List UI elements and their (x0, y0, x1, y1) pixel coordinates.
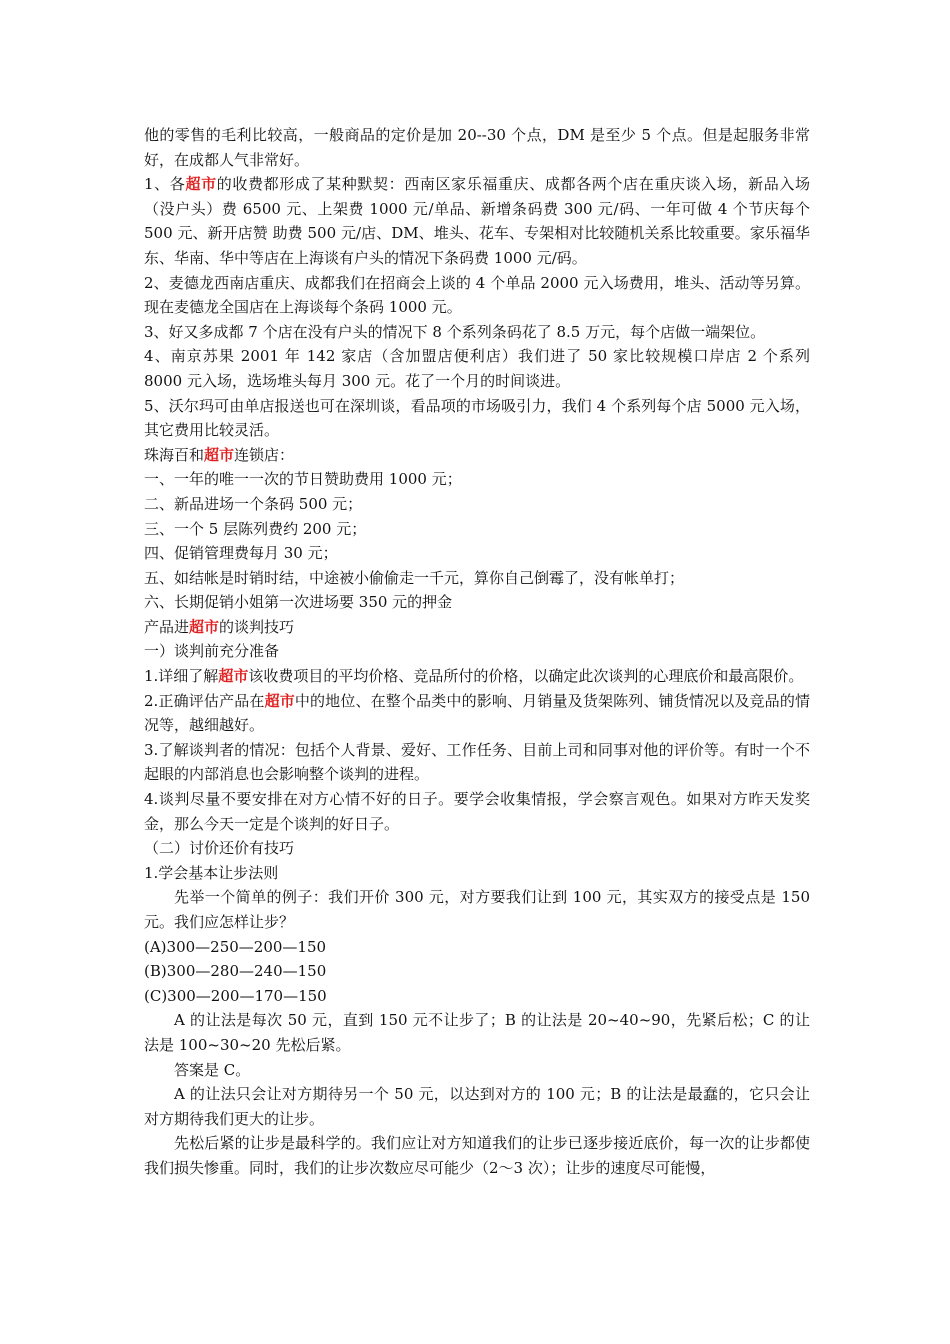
paragraph-text: A 的让法是每次 50 元，直到 150 元不让步了；B 的让法是 20~40~90，先紧后松；C 的让法是 100~30~20 先松后紧。 (144, 1011, 810, 1054)
paragraph-text: 的收费都形成了某种默契：西南区家乐福重庆、成都各两个店在重庆谈入场，新品入场（没户头）费 6500 元、上架费 1000 元/单品、新增条码费 300 元/码、一年可做 4 个节庆每个 500 元、新开店赞 助费 500 元/店、DM、堆头、花车、专架相对比较随机关系比较重要。家乐福华东、华南、华中等店在上海谈有户头的情况下条码费 1000 元/码。 (144, 175, 810, 267)
paragraph-text: 五、如结帐是时销时结，中途被小偷偷走一千元，算你自己倒霉了，没有帐单打； (144, 568, 685, 587)
paragraph-text: 1、各 (144, 175, 186, 194)
paragraph-text: 珠海百和 (144, 445, 205, 464)
body-paragraph (144, 566, 810, 591)
highlighted-keyword: 超市 (218, 667, 249, 686)
body-paragraph (144, 615, 810, 640)
body-paragraph (144, 492, 810, 517)
highlighted-keyword: 超市 (185, 175, 217, 194)
paragraph-text: (A)300—250—200—150 (144, 937, 327, 956)
body-paragraph (144, 271, 810, 320)
paragraph-text: （二）讨价还价有技巧 (144, 839, 295, 858)
paragraph-text: 连锁店： (234, 445, 295, 464)
paragraph-text: 四、促销管理费每月 30 元； (144, 544, 338, 563)
paragraph-text: 4、南京苏果 2001 年 142 家店（含加盟店便利店）我们进了 50 家比较规模口岸店 2 个系列 8000 元入场，选场堆头每月 300 元。花了一个月的时间谈进。 (144, 347, 810, 390)
body-paragraph (144, 1131, 810, 1180)
paragraph-text: 1.学会基本让步法则 (144, 863, 279, 882)
body-paragraph (144, 1008, 810, 1057)
body-paragraph (144, 664, 810, 689)
body-paragraph (144, 1082, 810, 1131)
body-paragraph (144, 787, 810, 836)
paragraph-text: 二、新品进场一个条码 500 元； (144, 494, 363, 513)
body-paragraph (144, 467, 810, 492)
body-paragraph (144, 959, 810, 984)
body-paragraph (144, 639, 810, 664)
paragraph-text: 答案是 C。 (174, 1060, 251, 1079)
highlighted-keyword: 超市 (189, 617, 220, 636)
paragraph-text: 该收费项目的平均价格、竞品所付的价格，以确定此次谈判的心理底价和最高限价。 (248, 667, 804, 686)
paragraph-text: 4.谈判尽量不要安排在对方心情不好的日子。要学会收集情报，学会察言观色。如果对方昨天发奖金，那么今天一定是个谈判的好日子。 (144, 790, 810, 833)
paragraph-text: 5、沃尔玛可由单店报送也可在深圳谈，看品项的市场吸引力，我们 4 个系列每个店 5000 元入场，其它费用比较灵活。 (144, 396, 810, 440)
paragraph-text: 六、长期促销小姐第一次进场要 350 元的押金 (144, 593, 453, 612)
paragraph-text: 中的地位、在整个品类中的影响、月销量及货架陈列、铺货情况以及竞品的情况等，越细越好。 (144, 691, 810, 735)
paragraph-text: 2.正确评估产品在 (144, 691, 265, 710)
paragraph-text: 产品进 (144, 617, 190, 636)
paragraph-text: 三、一个 5 层陈列费约 200 元； (144, 519, 367, 538)
paragraph-text: 一、一年的唯一一次的节日赞助费用 1000 元； (144, 470, 462, 489)
paragraph-text: 的谈判技巧 (219, 617, 295, 636)
body-paragraph (144, 885, 810, 934)
body-paragraph (144, 689, 810, 738)
body-paragraph (144, 394, 810, 443)
body-paragraph (144, 320, 810, 345)
body-paragraph (144, 443, 810, 468)
body-paragraph (144, 836, 810, 861)
body-paragraph (144, 861, 810, 886)
paragraph-text: 先松后紧的让步是最科学的。我们应让对方知道我们的让步已逐步接近底价，每一次的让步都使我们损失惨重。同时，我们的让步次数应尽可能少（2～3 次）；让步的速度尽可能慢， (144, 1134, 810, 1177)
paragraph-text: 1.详细了解 (144, 667, 219, 686)
body-paragraph (144, 984, 810, 1009)
body-paragraph (144, 123, 810, 172)
paragraph-text: 2、麦德龙西南店重庆、成都我们在招商会上谈的 4 个单品 2000 元入场费用，堆头、活动等另算。现在麦德龙全国店在上海谈每个条码 1000 元。 (144, 273, 810, 317)
paragraph-text: 他的零售的毛利比较高，一般商品的定价是加 20--30 个点，DM 是至少 5 个点。但是起服务非常好，在成都人气非常好。 (144, 126, 810, 169)
paragraph-text: 先举一个简单的例子：我们开价 300 元，对方要我们让到 100 元，其实双方的接受点是 150 元。我们应怎样让步？ (144, 888, 810, 931)
paragraph-text: (C)300—200—170—150 (144, 986, 327, 1005)
body-paragraph (144, 738, 810, 787)
body-paragraph (144, 590, 810, 615)
body-paragraph (144, 541, 810, 566)
paragraph-text: A 的让法只会让对方期待另一个 50 元，以达到对方的 100 元；B 的让法是最蠢的，它只会让对方期待我们更大的让步。 (144, 1085, 810, 1128)
body-paragraph (144, 344, 810, 393)
highlighted-keyword: 超市 (204, 445, 235, 464)
body-paragraph (144, 1058, 810, 1083)
paragraph-text: 3、好又多成都 7 个店在没有户头的情况下 8 个系列条码花了 8.5 万元，每个店做一端架位。 (144, 322, 766, 341)
paragraph-text: 一）谈判前充分准备 (144, 642, 280, 661)
body-paragraph (144, 935, 810, 960)
highlighted-keyword: 超市 (264, 691, 295, 710)
paragraph-text: 3.了解谈判者的情况：包括个人背景、爱好、工作任务、目前上司和同事对他的评价等。有时一个不起眼的内部消息也会影响整个谈判的进程。 (144, 740, 810, 784)
body-paragraph (144, 517, 810, 542)
body-paragraph (144, 172, 810, 270)
paragraph-text: (B)300—280—240—150 (144, 962, 327, 981)
